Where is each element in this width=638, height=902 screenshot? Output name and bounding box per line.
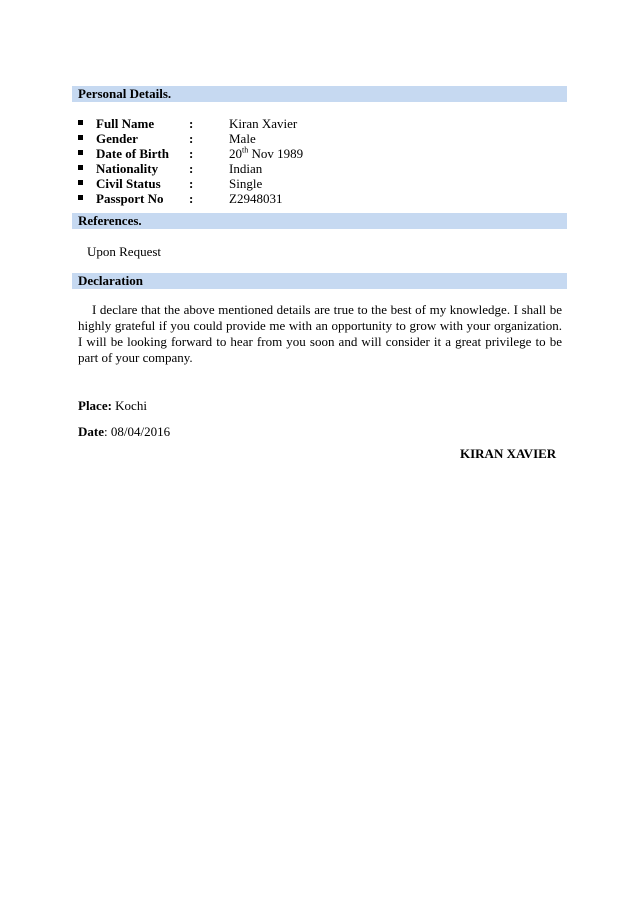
references-text: Upon Request bbox=[87, 244, 162, 259]
detail-colon: : bbox=[189, 131, 194, 146]
personal-details-heading: Personal Details. bbox=[72, 86, 567, 102]
declaration-heading: Declaration bbox=[72, 273, 567, 289]
place-value: Kochi bbox=[115, 398, 147, 413]
dob-month-year: Nov 1989 bbox=[248, 146, 304, 161]
square-bullet-icon bbox=[78, 150, 83, 155]
detail-value: Male bbox=[229, 131, 256, 146]
dob-suffix: th bbox=[242, 145, 249, 155]
date-separator: : bbox=[104, 424, 108, 439]
declaration-text: I declare that the above mentioned details are true to the best of my knowledge. I shall be highly grateful if you could provide me with an opportunity to grow with your organization. I will be looking forward to hear from you soon and will consider it a great privilege to be part of your company. bbox=[78, 302, 562, 365]
detail-colon: : bbox=[189, 176, 194, 191]
detail-colon: : bbox=[189, 146, 194, 161]
detail-row-nationality bbox=[78, 161, 558, 176]
detail-row-passport-no bbox=[78, 191, 558, 206]
detail-label: Gender bbox=[96, 131, 138, 146]
detail-colon: : bbox=[189, 191, 194, 206]
detail-row-gender bbox=[78, 131, 558, 146]
detail-label: Civil Status bbox=[96, 176, 161, 191]
references-heading: References. bbox=[72, 213, 567, 229]
square-bullet-icon bbox=[78, 180, 83, 185]
detail-label: Nationality bbox=[96, 161, 159, 176]
detail-row-date-of-birth bbox=[78, 146, 558, 161]
detail-label: Passport No bbox=[96, 191, 164, 206]
detail-row-civil-status bbox=[78, 176, 558, 191]
detail-row-full-name bbox=[78, 116, 558, 131]
date-label: Date bbox=[78, 424, 104, 439]
place-line bbox=[78, 398, 147, 414]
detail-label: Full Name bbox=[96, 116, 155, 131]
detail-value: Indian bbox=[229, 161, 263, 176]
signature-name: KIRAN XAVIER bbox=[460, 446, 557, 461]
square-bullet-icon bbox=[78, 195, 83, 200]
detail-value: Single bbox=[229, 176, 263, 191]
square-bullet-icon bbox=[78, 120, 83, 125]
detail-value: Z2948031 bbox=[229, 191, 283, 206]
detail-value: Kiran Xavier bbox=[229, 116, 298, 131]
date-line bbox=[78, 424, 170, 440]
square-bullet-icon bbox=[78, 135, 83, 140]
detail-colon: : bbox=[189, 161, 194, 176]
date-value: 08/04/2016 bbox=[110, 424, 171, 439]
detail-colon: : bbox=[189, 116, 194, 131]
detail-value bbox=[229, 146, 303, 161]
place-label: Place: bbox=[78, 398, 112, 413]
square-bullet-icon bbox=[78, 165, 83, 170]
detail-label: Date of Birth bbox=[96, 146, 169, 161]
dob-day: 20 bbox=[229, 146, 242, 161]
